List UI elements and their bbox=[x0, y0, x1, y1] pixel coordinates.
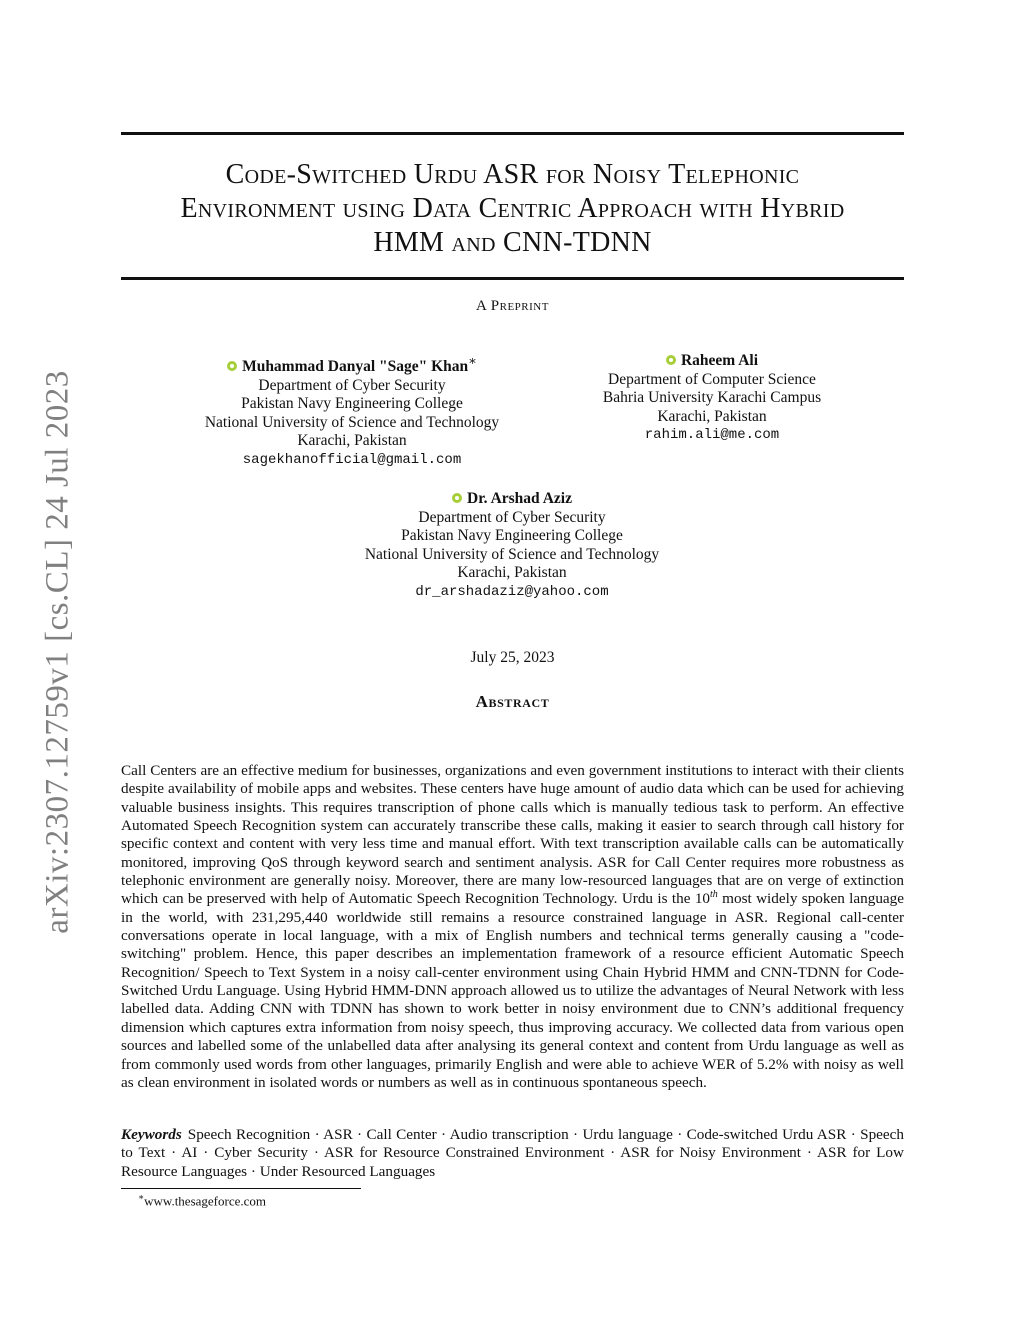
abstract-body bbox=[121, 762, 904, 1092]
author-college: Pakistan Navy Engineering College bbox=[241, 395, 463, 413]
author-name: Raheem Ali bbox=[680, 352, 759, 369]
author-name: Dr. Arshad Aziz bbox=[467, 490, 572, 507]
orcid-icon[interactable] bbox=[227, 361, 237, 371]
author-department: Department of Cyber Security bbox=[258, 376, 446, 394]
author-name: Muhammad Danyal "Sage" Khan bbox=[242, 358, 469, 376]
orcid-icon[interactable] bbox=[666, 355, 676, 365]
author-department: Department of Computer Science bbox=[608, 370, 816, 388]
author-city: Karachi, Pakistan bbox=[657, 407, 767, 425]
footnote bbox=[138, 1192, 266, 1209]
author-email[interactable]: sagekhanofficial@gmail.com bbox=[242, 451, 462, 468]
footnote-link[interactable]: www.thesageforce.com bbox=[144, 1193, 267, 1209]
paper-title bbox=[121, 158, 904, 260]
author-email[interactable]: dr_arshadaziz@yahoo.com bbox=[415, 583, 609, 600]
abstract-heading: Abstract bbox=[475, 692, 550, 711]
author-block-aziz bbox=[262, 490, 762, 601]
footnote-rule bbox=[121, 1188, 361, 1189]
abstract-superscript: th bbox=[710, 889, 718, 901]
title-line-1: Code-Switched Urdu ASR for Noisy Telephonic bbox=[225, 159, 800, 190]
arxiv-identifier-stamp: arXiv:2307.12759v1 [cs.CL] 24 Jul 2023 bbox=[39, 370, 76, 934]
author-block-ali bbox=[562, 352, 862, 445]
author-department: Department of Cyber Security bbox=[418, 508, 606, 526]
author-college: Pakistan Navy Engineering College bbox=[401, 527, 623, 544]
orcid-icon[interactable] bbox=[452, 493, 462, 503]
author-university: National University of Science and Technology bbox=[204, 413, 500, 431]
author-block-khan bbox=[152, 352, 552, 469]
author-city: Karachi, Pakistan bbox=[457, 564, 567, 581]
abstract-text-part-2: most widely spoken language in the world, with 231,295,440 worldwide still remains a resource constrained language in ASR. Regional call-center conversations operate in local language, with a mix of English numbers and technical terms generally causing a "code-switching" problem. Hence, this paper describes an implementation framework of a resource efficient Automatic Speech Recognition/ Speech to Text System in a noisy call-center environment using Chain Hybrid HMM and CNN-TDNN for Code-Switched Urdu Language. Using Hybrid HMM-DNN approach allowed us to utilize the advantages of Neural Network with less labelled data. Adding CNN with TDNN has shown to work better in noisy environment due to CNN’s additional frequency dimension which captures extra information from noisy speech, thus improving accuracy. We collected data from various open sources and labelled some of the unlabelled data after analysing its general context and content from Urdu language as well as from commonly used words from other languages, primarily English and were able to achieve WER of 5.2% with noisy as well as clean environment in isolated words or numbers as well as in continuous spontaneous speech. bbox=[121, 890, 904, 1091]
author-city: Karachi, Pakistan bbox=[297, 432, 407, 450]
title-line-3: HMM and CNN-TDNN bbox=[373, 227, 652, 258]
author-university: National University of Science and Technology bbox=[364, 545, 660, 563]
author-university: Bahria University Karachi Campus bbox=[602, 389, 822, 406]
footnote-mark: ∗ bbox=[138, 1192, 145, 1202]
author-email[interactable]: rahim.ali@me.com bbox=[644, 427, 780, 443]
title-bottom-rule bbox=[121, 277, 904, 280]
keywords-list: Speech Recognition · ASR · Call Center · Audio transcription · Urdu language · Code-switched Urdu ASR · Speech to Text · AI · Cyber Security · ASR for Resource Constrained Environment · ASR for Noisy Environment · ASR for Low Resource Languages · Under Resourced Languages bbox=[121, 1126, 904, 1180]
title-top-rule bbox=[121, 132, 904, 135]
keywords-label: Keywords bbox=[121, 1126, 182, 1143]
publication-date: July 25, 2023 bbox=[470, 649, 555, 666]
preprint-label: A Preprint bbox=[476, 298, 549, 314]
author-footnote-mark: ∗ bbox=[468, 353, 477, 368]
keywords-section bbox=[121, 1126, 904, 1181]
abstract-text-part-1: Call Centers are an effective medium for businesses, organizations and even government institutions to interact with their clients despite availability of mobile apps and websites. These centers have huge amount of audio data which can be used for achieving valuable business insights. This requires transcription of phone calls which is manually tedious task to perform. An effective Automated Speech Recognition system can accurately transcribe these calls, making it easier to search through call history for specific context and content with very less time and manual effort. With text transcription available calls can be automatically monitored, improving QoS through keyword search and sentiment analysis. ASR for Call Center requires more robustness as telephonic environment are generally noisy. Moreover, there are many low-resourced languages that are on verge of extinction which can be preserved with help of Automatic Speech Recognition Technology. Urdu is the 10 bbox=[121, 762, 904, 908]
title-line-2: Environment using Data Centric Approach with Hybrid bbox=[180, 193, 845, 224]
